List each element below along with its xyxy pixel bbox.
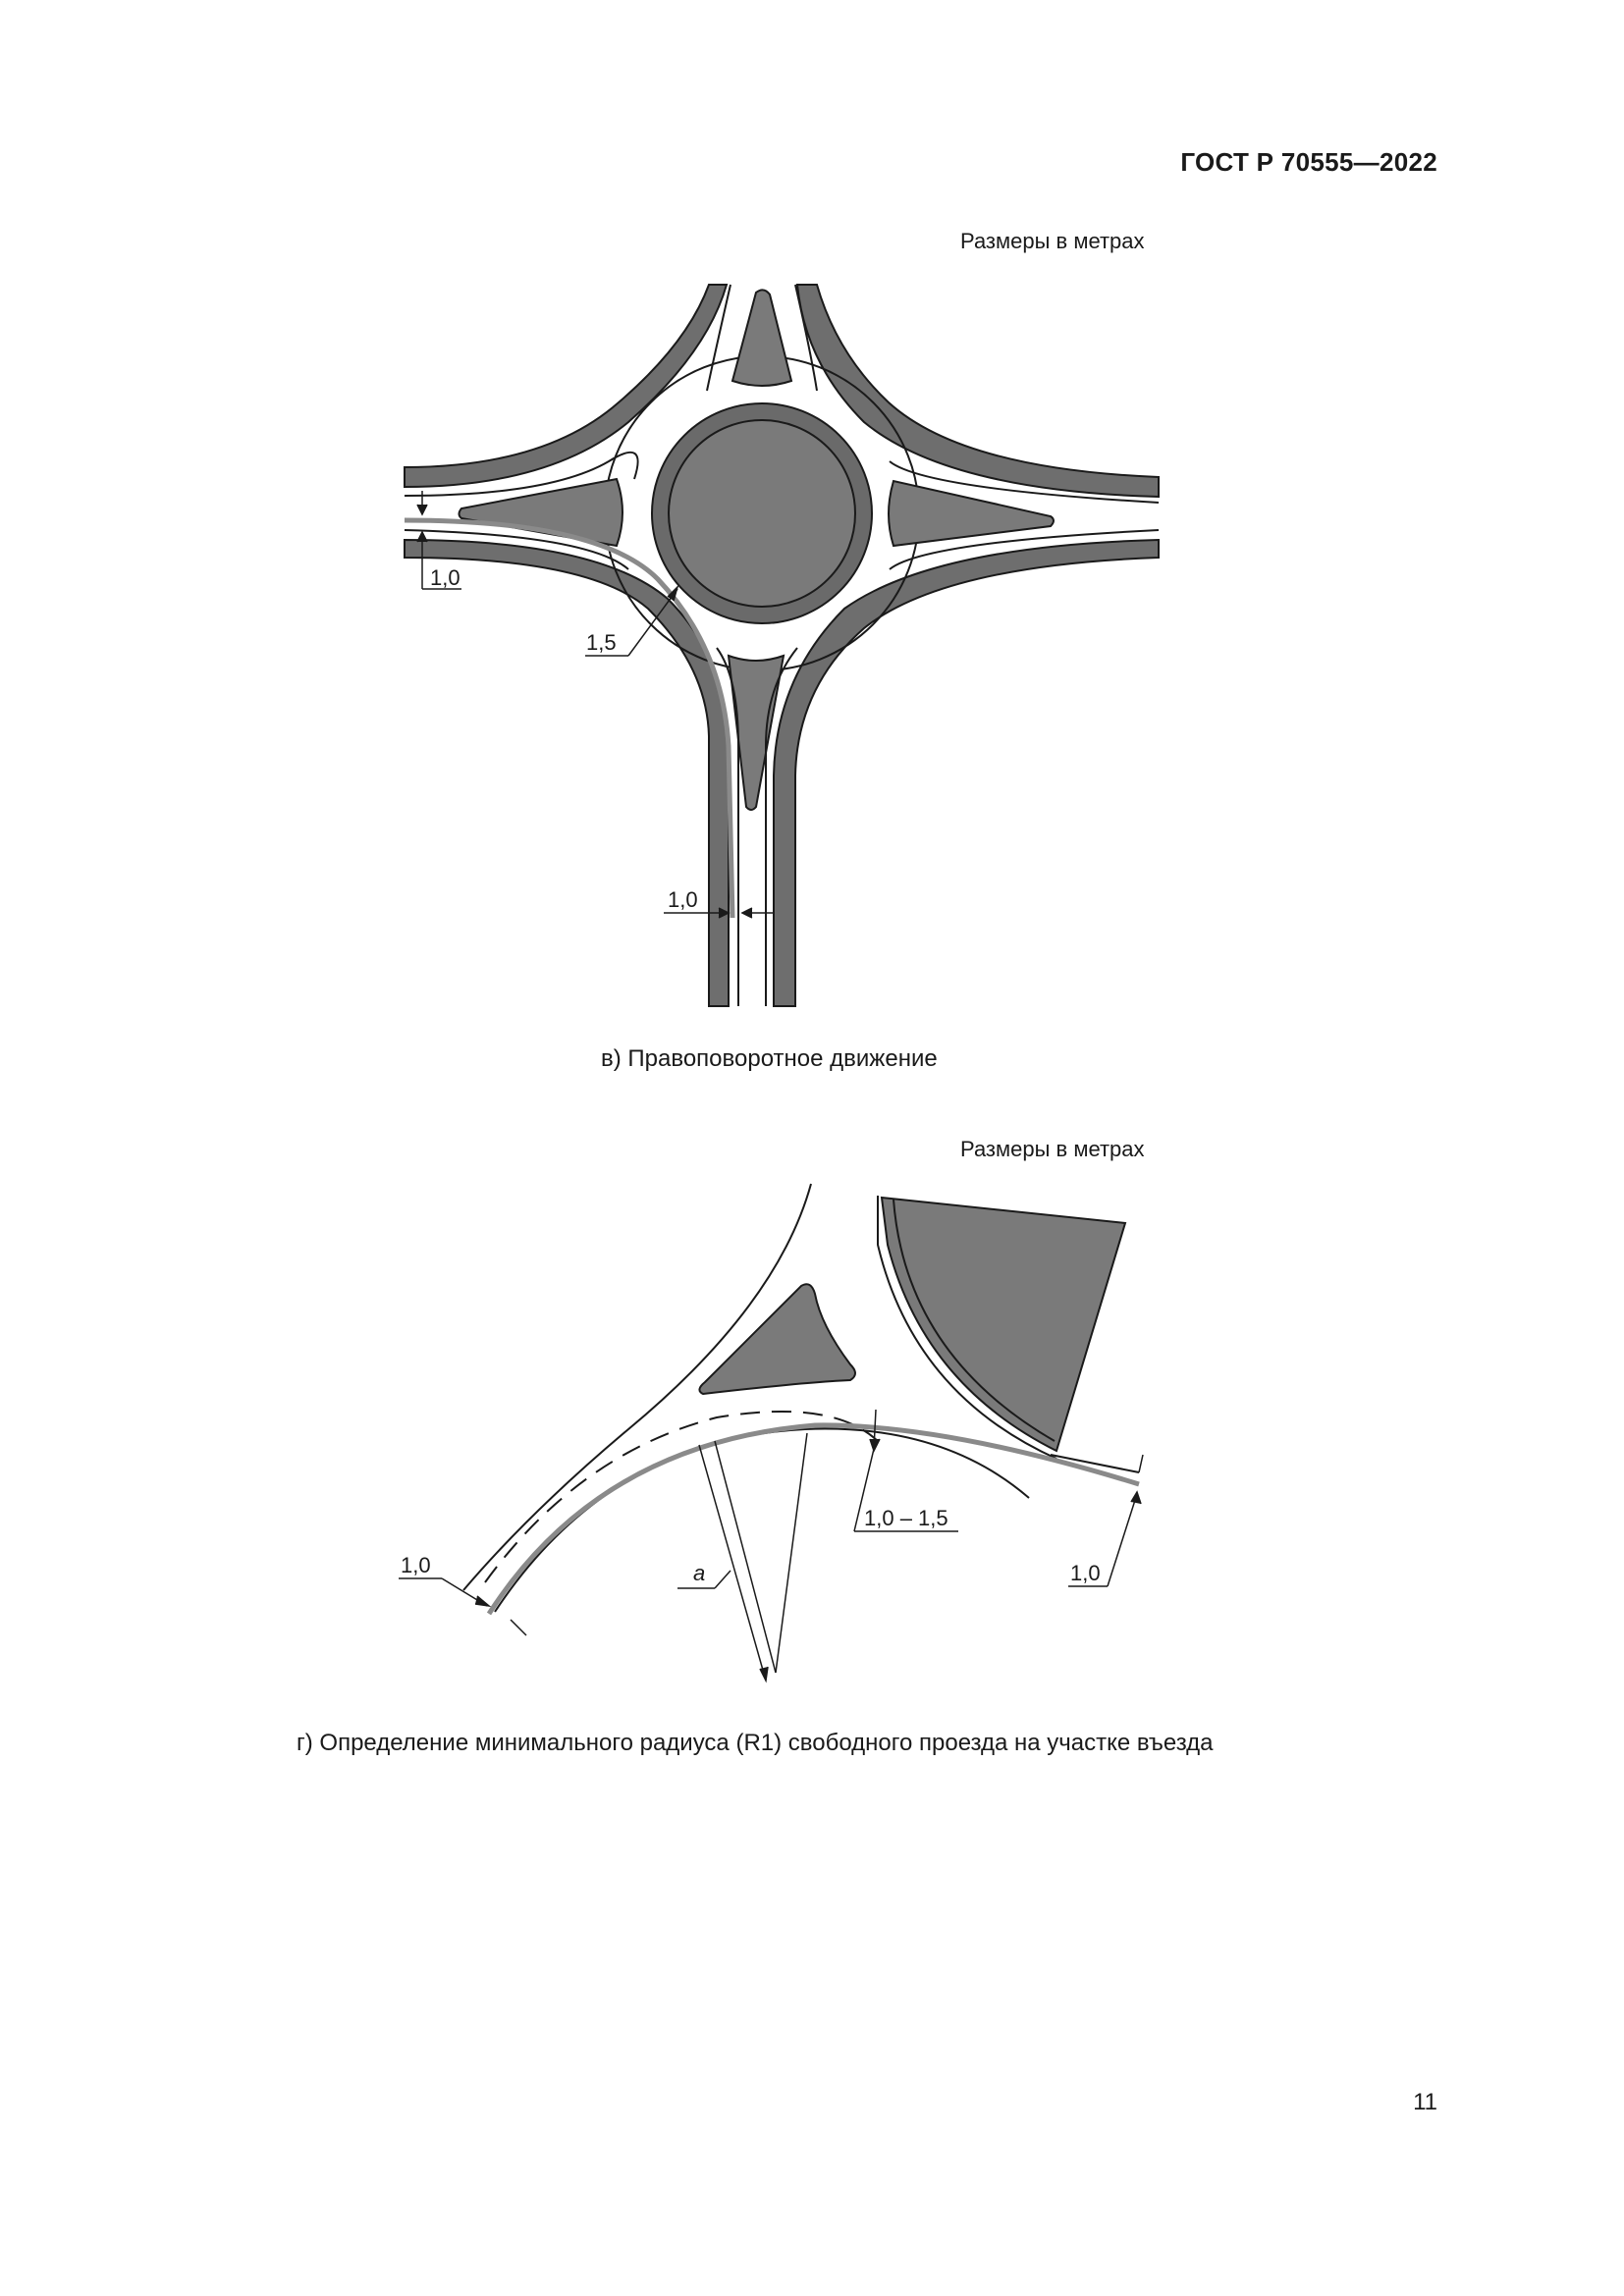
dim-diag-label-v: 1,5: [586, 630, 617, 655]
central-island: [669, 420, 855, 607]
standard-code: ГОСТ Р 70555—2022: [1180, 147, 1437, 177]
dim-right-label-g: 1,0: [1070, 1561, 1101, 1585]
units-note-v: Размеры в метрах: [960, 229, 1145, 253]
dim-mid-label-g: 1,0 – 1,5: [864, 1506, 948, 1530]
entry-radius-diagram: [373, 1168, 1178, 1718]
dim-left-label-g: 1,0: [401, 1553, 431, 1577]
roundabout-diagram: [393, 275, 1178, 1021]
vehicle-path: [489, 1425, 1139, 1614]
radius-lines: [699, 1433, 807, 1681]
central-island-sector: [882, 1198, 1125, 1451]
caption-g: г) Определение минимального радиуса (R1) свободного проезда на участке въезда: [297, 1730, 1214, 1756]
units-note-g: Размеры в метрах: [960, 1137, 1145, 1161]
dim-left-label-v: 1,0: [430, 565, 460, 590]
caption-v: в) Правоповоротное движение: [601, 1045, 938, 1072]
dim-a-label-g: a: [693, 1561, 706, 1585]
dim-bottom-label-v: 1,0: [668, 887, 698, 912]
page-number: 11: [1413, 2089, 1437, 2115]
curbs: [405, 285, 1159, 1006]
